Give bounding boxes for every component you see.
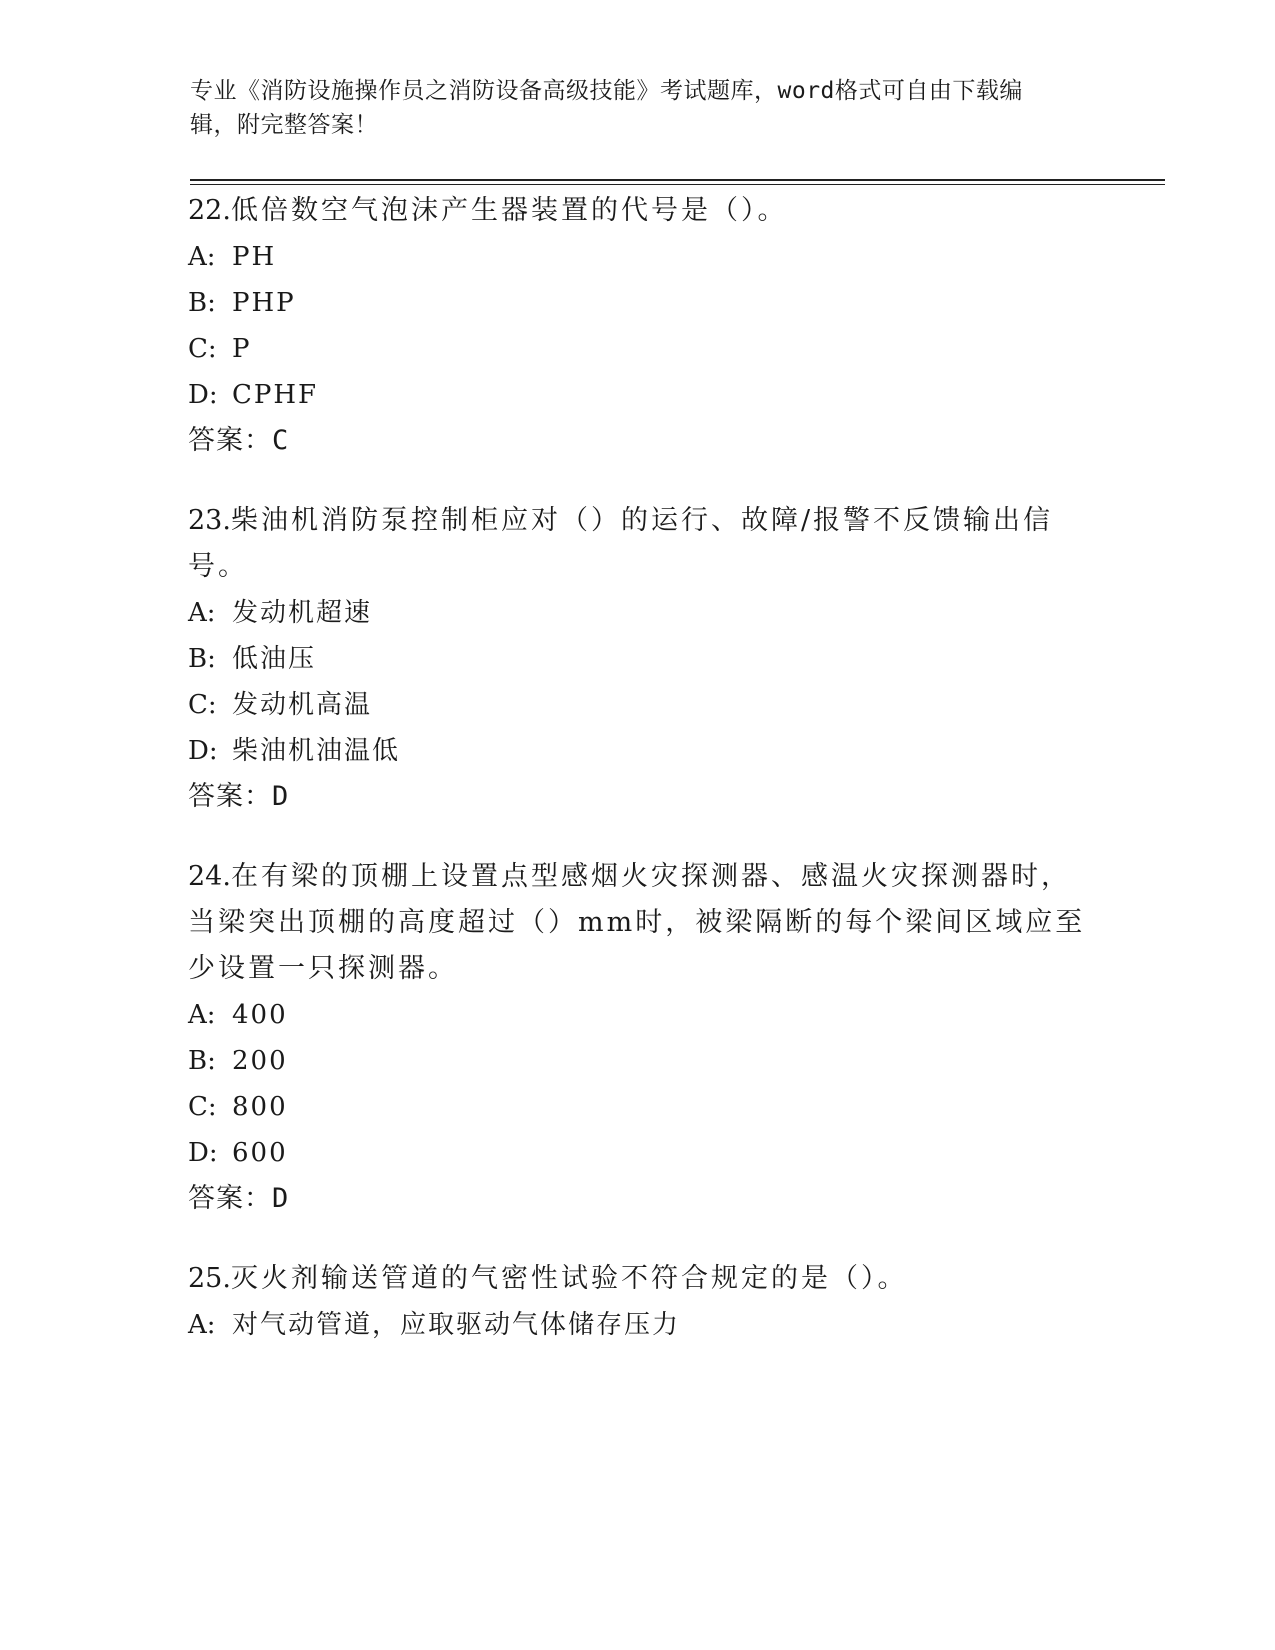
option-key: D: <box>188 736 218 766</box>
option-key: A: <box>188 598 216 628</box>
option-text: PHP <box>232 288 296 318</box>
option-a <box>188 590 1088 636</box>
question-body: 灭火剂输送管道的气密性试验不符合规定的是（）。 <box>230 1263 908 1294</box>
option-b <box>188 636 1088 682</box>
answer-label: 答案： <box>188 781 272 812</box>
header-divider-thin <box>190 184 1165 185</box>
option-text: 发动机超速 <box>232 598 373 628</box>
question-list <box>188 188 1088 1382</box>
question-text <box>188 498 1088 590</box>
answer-value: D <box>272 1183 289 1214</box>
header-divider-thick <box>190 179 1165 181</box>
answer-line <box>188 418 1088 464</box>
answer-label: 答案： <box>188 425 272 456</box>
option-c <box>188 326 1088 372</box>
option-text: 柴油机油温低 <box>232 736 401 766</box>
document-header <box>190 74 1090 142</box>
question-22 <box>188 188 1088 464</box>
option-c <box>188 1084 1088 1130</box>
option-key: B: <box>188 644 216 674</box>
question-number: 25. <box>188 1263 231 1294</box>
answer-value: D <box>272 781 289 812</box>
option-d <box>188 372 1088 418</box>
question-number: 22. <box>188 195 231 226</box>
header-line-1: 专业《消防设施操作员之消防设备高级技能》考试题库，word格式可自由下载编 <box>190 78 1023 104</box>
question-body: 低倍数空气泡沫产生器装置的代号是（）。 <box>230 195 788 226</box>
option-text: P <box>232 334 252 364</box>
question-text <box>188 188 1088 234</box>
option-key: C: <box>188 690 217 720</box>
option-key: A: <box>188 1310 216 1340</box>
answer-label: 答案： <box>188 1183 272 1214</box>
question-number: 23. <box>188 505 231 536</box>
option-text: 400 <box>232 1000 288 1030</box>
option-key: A: <box>188 242 216 272</box>
answer-line <box>188 774 1088 820</box>
option-a <box>188 992 1088 1038</box>
option-key: B: <box>188 288 216 318</box>
option-text: 600 <box>232 1138 288 1168</box>
question-number: 24. <box>188 861 231 892</box>
option-d <box>188 1130 1088 1176</box>
option-a <box>188 1302 1088 1348</box>
option-text: CPHF <box>232 380 319 410</box>
question-23 <box>188 498 1088 820</box>
question-text <box>188 854 1088 992</box>
option-text: 对气动管道，应取驱动气体储存压力 <box>232 1310 681 1340</box>
option-key: B: <box>188 1046 216 1076</box>
question-body: 在有梁的顶棚上设置点型感烟火灾探测器、感温火灾探测器时，当梁突出顶棚的高度超过（）mm时，被梁隔断的每个梁间区域应至少设置一只探测器。 <box>188 861 1086 984</box>
option-key: D: <box>188 380 218 410</box>
option-b <box>188 1038 1088 1084</box>
header-line-2: 辑，附完整答案！ <box>190 112 378 138</box>
question-text <box>188 1256 1088 1302</box>
option-text: 低油压 <box>232 644 317 674</box>
option-key: C: <box>188 334 217 364</box>
option-key: A: <box>188 1000 216 1030</box>
option-b <box>188 280 1088 326</box>
option-a <box>188 234 1088 280</box>
option-key: C: <box>188 1092 217 1122</box>
option-c <box>188 682 1088 728</box>
option-text: PH <box>232 242 277 272</box>
option-text: 200 <box>232 1046 288 1076</box>
option-text: 800 <box>232 1092 288 1122</box>
answer-value: C <box>272 425 289 456</box>
question-24 <box>188 854 1088 1222</box>
question-body: 柴油机消防泵控制柜应对（）的运行、故障/报警不反馈输出信号。 <box>188 505 1054 582</box>
option-text: 发动机高温 <box>232 690 373 720</box>
option-key: D: <box>188 1138 218 1168</box>
answer-line <box>188 1176 1088 1222</box>
option-d <box>188 728 1088 774</box>
question-25 <box>188 1256 1088 1348</box>
